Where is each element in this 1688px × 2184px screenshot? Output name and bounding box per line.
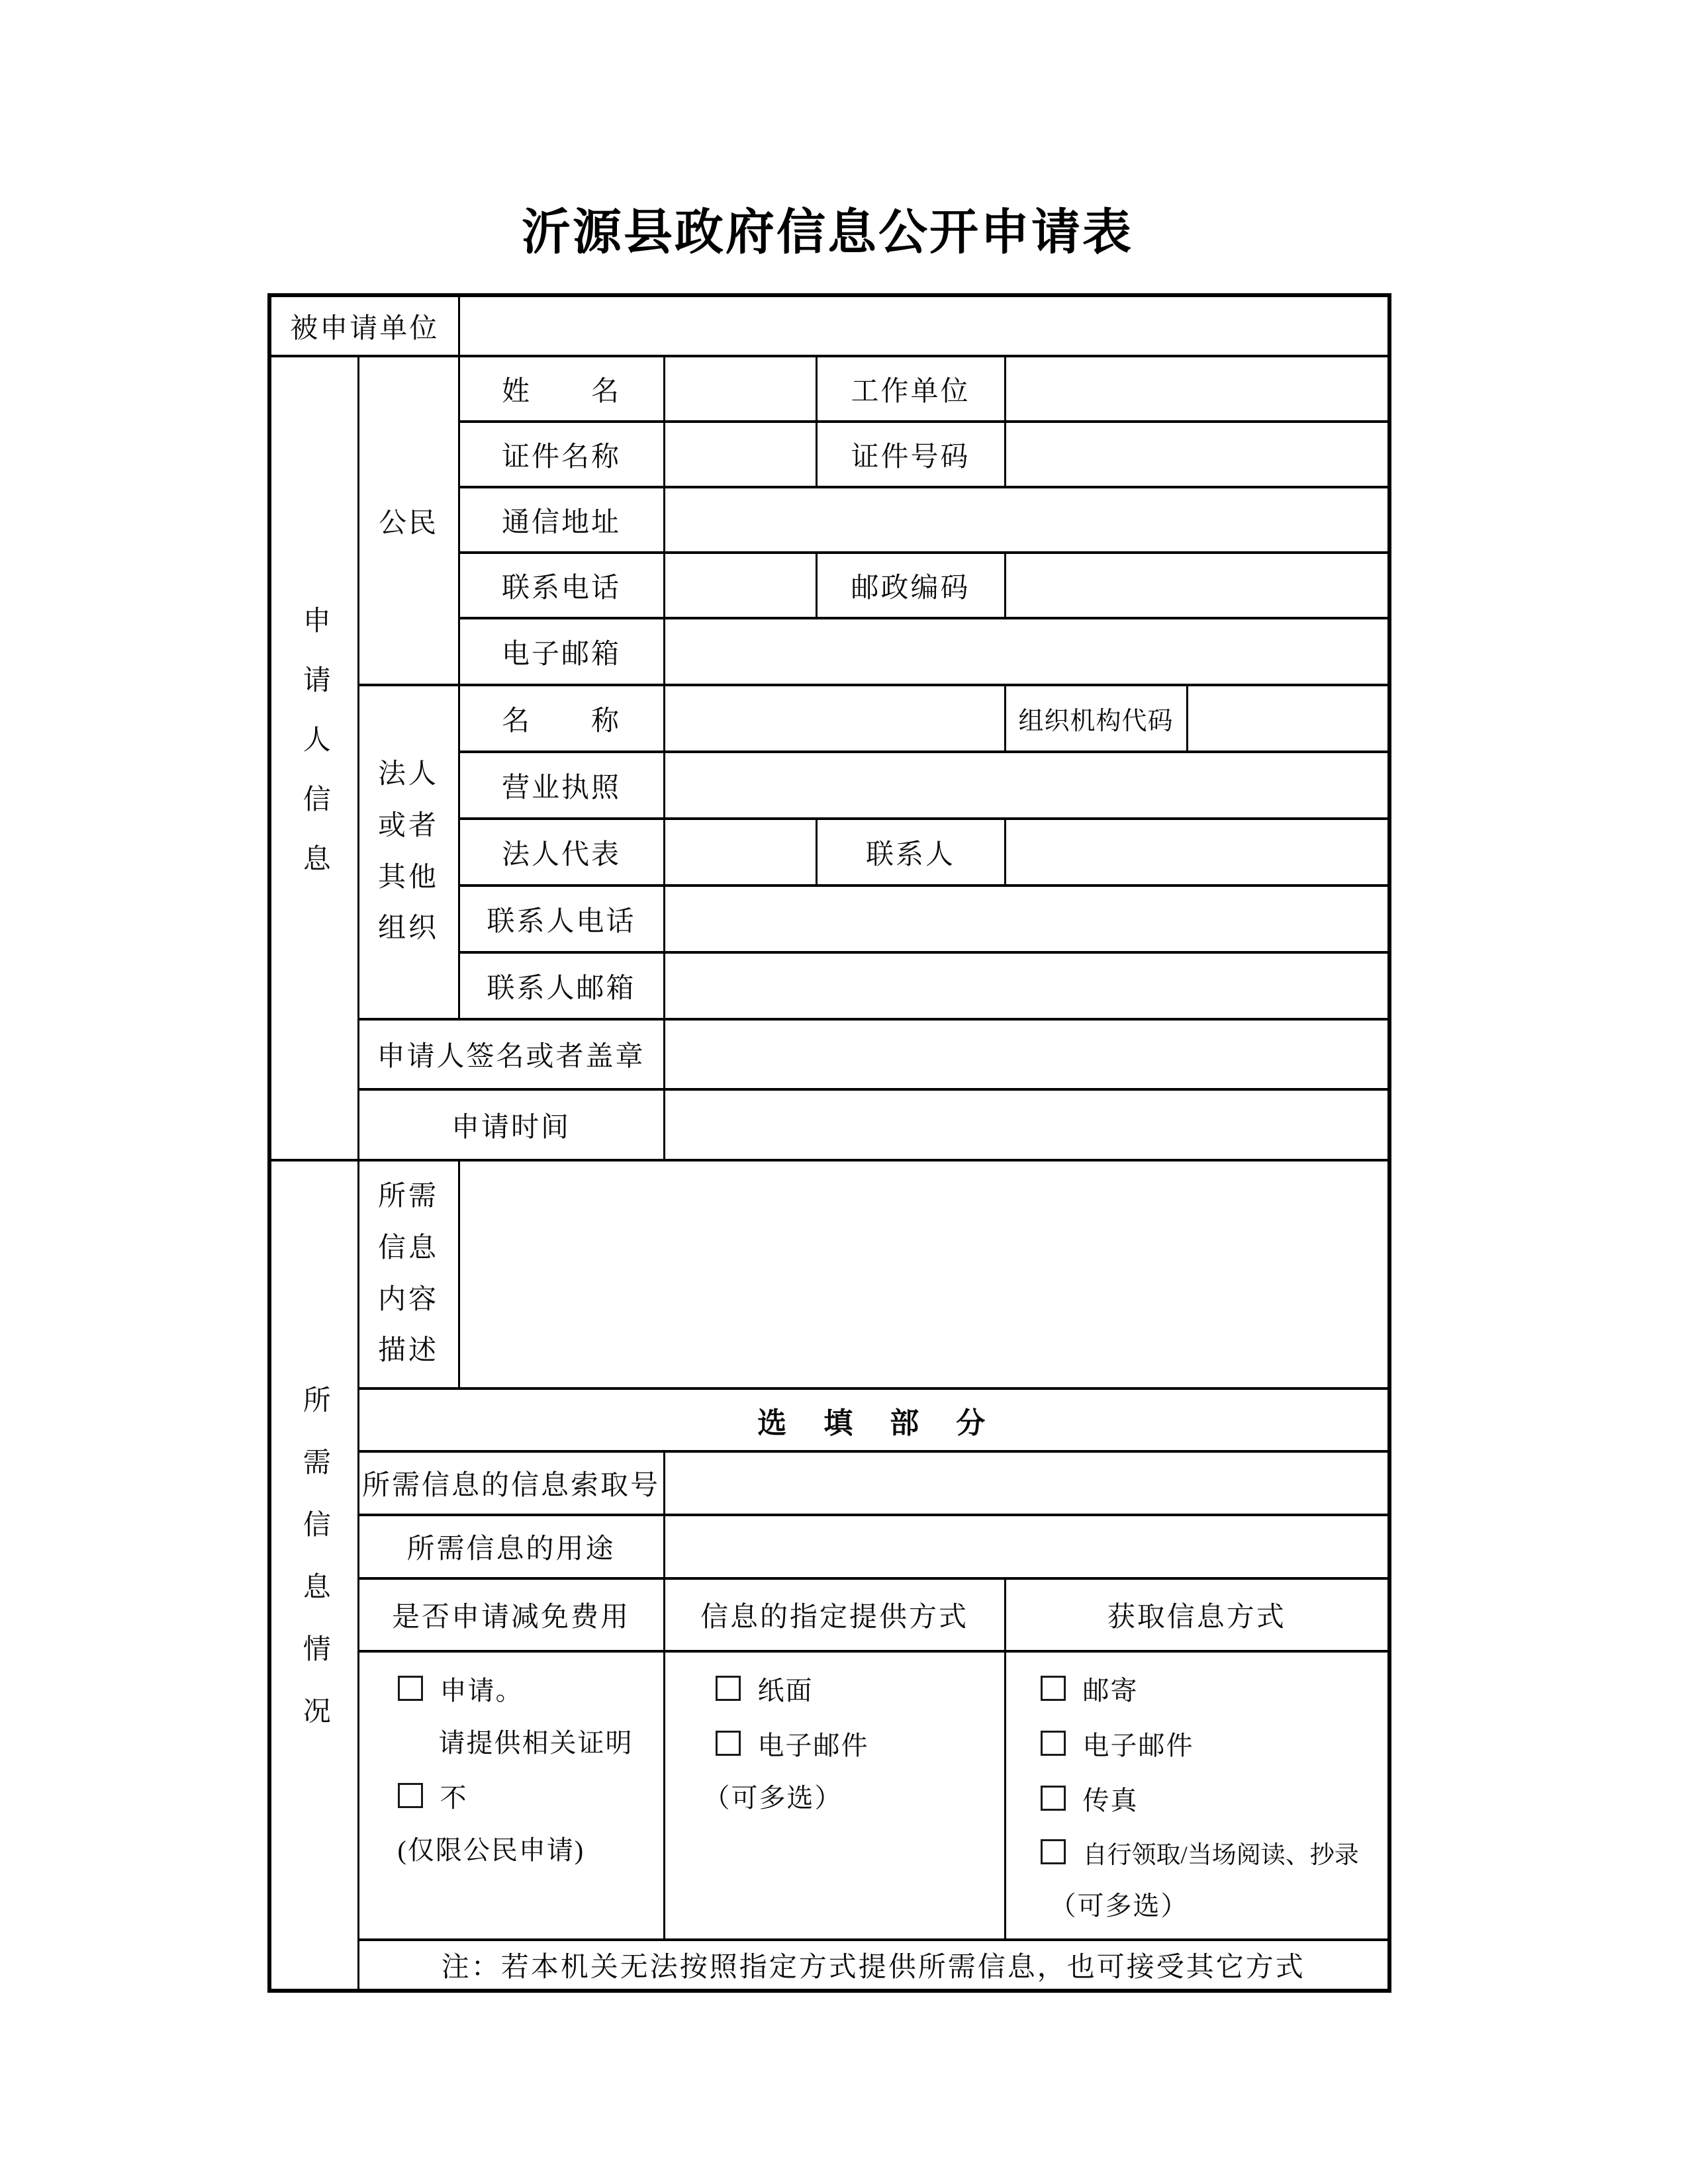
delivery-email-label: 电子邮件 [757, 1731, 869, 1760]
delivery-email-line [716, 1725, 1004, 1762]
signature-input-cell[interactable] [664, 1019, 1389, 1089]
obtain-email-line [1041, 1725, 1388, 1762]
fee-no-checkbox[interactable] [398, 1783, 423, 1808]
delivery-paper-label: 纸面 [757, 1676, 814, 1706]
applied-unit-input-cell[interactable] [459, 295, 1389, 356]
request-info-section-cell [269, 1160, 358, 1991]
postcode-input-cell[interactable] [1005, 553, 1389, 618]
fee-no-label: 不 [440, 1783, 468, 1813]
work-unit-input-cell[interactable] [1005, 356, 1389, 422]
obtain-method-header-cell: 获取信息方式 [1005, 1578, 1389, 1651]
obtain-multi-note-line: （可多选） [1049, 1891, 1189, 1921]
signature-label-cell: 申请人签名或者盖章 [358, 1019, 664, 1089]
obtain-options-cell [1005, 1651, 1389, 1940]
phone-label-cell: 联系电话 [459, 553, 664, 618]
id-name-input-cell[interactable] [664, 422, 816, 487]
org-name-input-cell[interactable] [664, 685, 1005, 752]
obtain-mail-checkbox[interactable] [1041, 1676, 1066, 1701]
purpose-input-cell[interactable] [664, 1515, 1389, 1578]
fee-option-apply-line [398, 1670, 663, 1707]
note-cell: 注：若本机关无法按照指定方式提供所需信息，也可接受其它方式 [358, 1940, 1389, 1991]
postcode-label-cell: 邮政编码 [816, 553, 1005, 618]
address-input-cell[interactable] [664, 487, 1389, 553]
obtain-fax-checkbox[interactable] [1041, 1786, 1066, 1811]
obtain-fax-line [1041, 1780, 1388, 1817]
request-info-section-label: 所需信息情况 [299, 1385, 330, 1758]
org-code-label-cell: 组织机构代码 [1005, 685, 1187, 752]
apply-time-input-cell[interactable] [664, 1089, 1389, 1160]
fee-apply-note-line: 请提供相关证明 [438, 1728, 633, 1758]
obtain-self-label: 自行领取/当场阅读、抄录 [1082, 1842, 1359, 1869]
license-input-cell[interactable] [664, 752, 1389, 819]
obtain-self-line [1041, 1835, 1388, 1870]
fee-waiver-options-cell [358, 1651, 664, 1940]
citizen-group-cell: 公民 [358, 356, 459, 685]
fee-option-no-line [398, 1777, 663, 1815]
delivery-paper-line [716, 1670, 1004, 1707]
index-number-label-cell: 所需信息的信息索取号 [358, 1451, 664, 1515]
address-label-cell: 通信地址 [459, 487, 664, 553]
content-desc-label-cell [358, 1160, 459, 1388]
fee-limit-note-line: (仅限公民申请) [397, 1835, 585, 1865]
obtain-mail-line [1041, 1670, 1388, 1707]
content-desc-label: 所需 信息 内容 描述 [378, 1181, 440, 1367]
obtain-email-checkbox[interactable] [1041, 1731, 1066, 1756]
legal-group-cell [358, 685, 459, 1019]
id-number-label-cell: 证件号码 [816, 422, 1005, 487]
applied-unit-label-cell: 被申请单位 [269, 295, 459, 356]
contact-email-input-cell[interactable] [664, 952, 1389, 1019]
fee-apply-label: 申请。 [440, 1676, 524, 1706]
delivery-paper-checkbox[interactable] [716, 1676, 741, 1701]
representative-input-cell[interactable] [664, 819, 816, 886]
delivery-email-checkbox[interactable] [716, 1731, 741, 1756]
obtain-selfpickup-checkbox[interactable] [1041, 1839, 1066, 1864]
contact-email-label-cell: 联系人邮箱 [459, 952, 664, 1019]
purpose-label-cell: 所需信息的用途 [358, 1515, 664, 1578]
delivery-method-header-cell: 信息的指定提供方式 [664, 1578, 1005, 1651]
fee-waiver-header-cell: 是否申请减免费用 [358, 1578, 664, 1651]
index-number-input-cell[interactable] [664, 1451, 1389, 1515]
contact-label-cell: 联系人 [816, 819, 1005, 886]
apply-time-label-cell: 申请时间 [358, 1089, 664, 1160]
id-number-input-cell[interactable] [1005, 422, 1389, 487]
delivery-options-cell [664, 1651, 1005, 1940]
delivery-multi-note-line: （可多选） [703, 1783, 843, 1813]
phone-input-cell[interactable] [664, 553, 816, 618]
application-form-table [267, 293, 1391, 1993]
optional-part-header-cell: 选 填 部 分 [358, 1388, 1389, 1451]
applicant-info-section-label: 申请人信息 [299, 606, 330, 903]
contact-phone-input-cell[interactable] [664, 886, 1389, 952]
contact-phone-label-cell: 联系人电话 [459, 886, 664, 952]
legal-group-label: 法人 或者 其他 组织 [378, 759, 440, 944]
license-label-cell: 营业执照 [459, 752, 664, 819]
page-title: 沂源县政府信息公开申请表 [522, 205, 1133, 259]
obtain-fax-label: 传真 [1082, 1786, 1139, 1815]
representative-label-cell: 法人代表 [459, 819, 664, 886]
obtain-mail-label: 邮寄 [1082, 1676, 1139, 1706]
fee-apply-checkbox[interactable] [398, 1676, 423, 1701]
applicant-info-section-cell [269, 356, 358, 1160]
name-input-cell[interactable] [664, 356, 816, 422]
email-label-cell: 电子邮箱 [459, 618, 664, 685]
email-input-cell[interactable] [664, 618, 1389, 685]
obtain-email-label: 电子邮件 [1082, 1731, 1194, 1760]
org-code-input-cell[interactable] [1187, 685, 1389, 752]
work-unit-label-cell: 工作单位 [816, 356, 1005, 422]
contact-input-cell[interactable] [1005, 819, 1389, 886]
id-name-label-cell: 证件名称 [459, 422, 664, 487]
content-desc-input-cell[interactable] [459, 1160, 1389, 1388]
name-label-cell: 姓 名 [459, 356, 664, 422]
org-name-label-cell: 名 称 [459, 685, 664, 752]
